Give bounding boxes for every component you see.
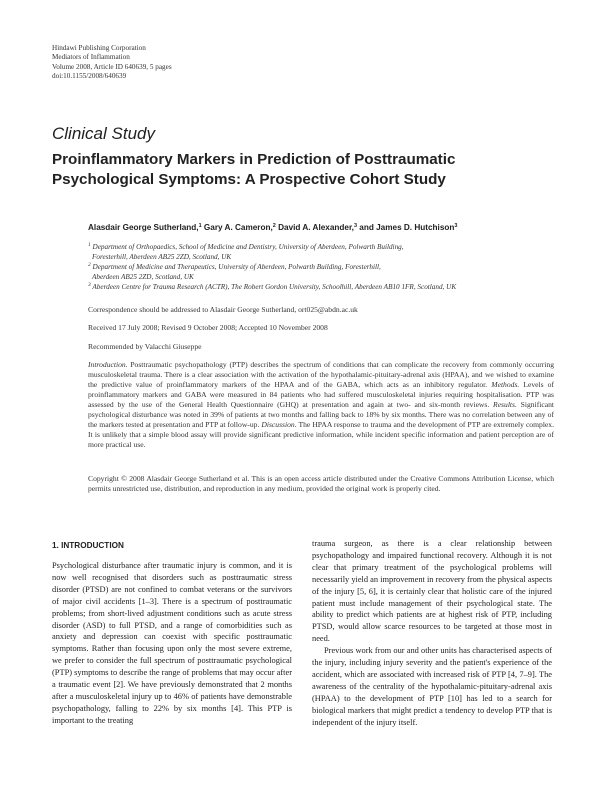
- right-column: [312, 538, 552, 729]
- abstract-results: Significant psychological disturbance was noted in 39% of patients at two months and falling back to 18% by six months. There was no correlation between any of the markers tested at presentation and PTP at follow-up.: [88, 400, 554, 429]
- affiliation-item: [88, 243, 554, 262]
- abstract-introduction: Posttraumatic psychopathology (PTP) describes the spectrum of conditions that can complicate the recovery from commonly occurring musculoskeletal trauma. There is a clear association with the activation of the hypothalamic-pituitary-adrenal axis (HPAA), and we wished to examine the predictive value of proinflammatory markers of the HPAA and of the GABA, which acts as an inhibitory regulator.: [88, 360, 554, 389]
- volume-info: Volume 2008, Article ID 640639, 5 pages: [52, 62, 172, 71]
- abstract-label-discussion: Discussion.: [259, 420, 297, 429]
- article-type: Clinical Study: [52, 124, 155, 143]
- paragraph: Psychological disturbance after traumatic injury is common, and it is now well recognised that disorders such as posttraumatic stress disorder (PTSD) are not confined to combat veterans or the survivors of major civil accidents [1–3]. There is a spectrum of posttraumatic problems; from short-lived adjustment conditions such as acute stress disorder (ASD) to full PTSD, and a range of comorbidities such as anxiety and depression can coexist with specific posttraumatic symptoms. Rather than focusing upon only the most severe extreme, we prefer to consider the full spectrum of posttraumatic psychological (PTP) symptoms to describe the range of problems that may occur after a traumatic event [2]. We have previously demonstrated that 2 months after a musculoskeletal injury up to 46% of patients have demonstrable psychopathology, falling to 22% by six months [4]. This PTP is important to the treating: [52, 561, 292, 725]
- affiliation-mark: 3: [88, 282, 91, 289]
- abstract-discussion: The HPAA response to trauma and the development of PTP are extremely complex. It is unlikely that a simple blood assay will provide significant predictive information, while incident specific information and patient perception are of more practical use.: [88, 420, 554, 449]
- paragraph: trauma surgeon, as there is a clear relationship between psychopathology and impaired functional recovery. Although it is not clear that primary treatment of the psychological problems will necessarily yield an improvement in recovery from the physical aspects of the injury [5, 6], it is certainly clear that holistic care of the injured patient must include management of their psychological state. The ability to predict which patients are at highest risk of PTP, including PTSD, would allow scarce resources to be targeted at those most in need.: [312, 539, 552, 644]
- journal-header: [52, 44, 172, 82]
- affiliation-line: Aberdeen Centre for Trauma Research (ACTR), The Robert Gordon University, Schoolhill, Aberdeen AB10 1FR, Scotland, UK: [92, 283, 457, 292]
- author-name: David A. Alexander,: [278, 223, 354, 232]
- affiliation-line: Department of Medicine and Therapeutics, University of Aberdeen, Polwarth Building, Foresterhill,: [92, 263, 381, 272]
- author-affil-mark: 2: [272, 223, 276, 229]
- recommended-by: Recommended by Valacchi Giuseppe: [88, 342, 202, 351]
- copyright-notice: Copyright © 2008 Alasdair George Sutherland et al. This is an open access article distributed under the Creative Commons Attribution License, which permits unrestricted use, distribution, and reproduction in any medium, provided the original work is properly cited.: [88, 474, 554, 493]
- affiliation-line: Aberdeen AB25 2ZD, Scotland, UK: [92, 272, 194, 281]
- affiliation-item: [88, 283, 554, 293]
- author-name: Gary A. Cameron,: [203, 223, 273, 232]
- author-list: [88, 223, 554, 233]
- received-dates: Received 17 July 2008; Revised 9 October 2008; Accepted 10 November 2008: [88, 323, 328, 332]
- doi[interactable]: doi:10.1155/2008/640639: [52, 72, 127, 81]
- affiliations: [88, 243, 554, 294]
- affiliation-line: Department of Orthopaedics, School of Medicine and Dentistry, University of Aberdeen, Polwarth Building,: [92, 243, 404, 251]
- publisher-name: Hindawi Publishing Corporation: [52, 44, 146, 52]
- article-title: [52, 150, 552, 189]
- author-affil-mark: 1: [198, 223, 202, 229]
- author-name: Alasdair George Sutherland,: [88, 223, 199, 232]
- section-heading: 1. INTRODUCTION: [52, 541, 124, 550]
- abstract-label-methods: Methods.: [487, 380, 520, 389]
- abstract-methods: Levels of proinflammatory markers and GABA were measured in 84 patients who had suffered musculoskeletal injuries requiring hospitalisation. PTP was assessed by the use of the General Health Questionnaire (GHQ) at presentation and again at two- and six-month reviews.: [88, 380, 554, 409]
- abstract-label-results: Results.: [489, 400, 517, 409]
- affiliation-line: Foresterhill, Aberdeen AB25 2ZD, Scotland, UK: [92, 252, 232, 261]
- left-column: [52, 560, 292, 727]
- title-line-2: Psychological Symptoms: A Prospective Cohort Study: [52, 170, 446, 188]
- journal-name: Mediators of Inflammation: [52, 53, 130, 62]
- affiliation-item: [88, 263, 554, 282]
- author-name: and James D. Hutchison: [359, 223, 455, 232]
- affiliation-mark: 1: [88, 242, 91, 248]
- author-affil-mark: 3: [454, 223, 458, 229]
- correspondence: Correspondence should be addressed to Alasdair George Sutherland, ort025@abdn.ac.uk: [88, 305, 358, 314]
- affiliation-mark: 2: [88, 262, 91, 269]
- abstract-label-introduction: Introduction.: [88, 360, 128, 369]
- abstract: [88, 360, 554, 450]
- paragraph: Previous work from our and other units has characterised aspects of the injury, including injury severity and the patient's experience of the accident, which are associated with increased risk of PTP [4, 7–9]. The awareness of the centrality of the hypothalamic-pituitary-adrenal axis (HPAA) to the development of PTP [10] has led to a search for biological markers that might predict a tendency to develop PTP that is independent of the injury itself.: [312, 646, 552, 727]
- title-line-1: Proinflammatory Markers in Prediction of Posttraumatic: [52, 151, 456, 168]
- author-affil-mark: 3: [353, 223, 358, 229]
